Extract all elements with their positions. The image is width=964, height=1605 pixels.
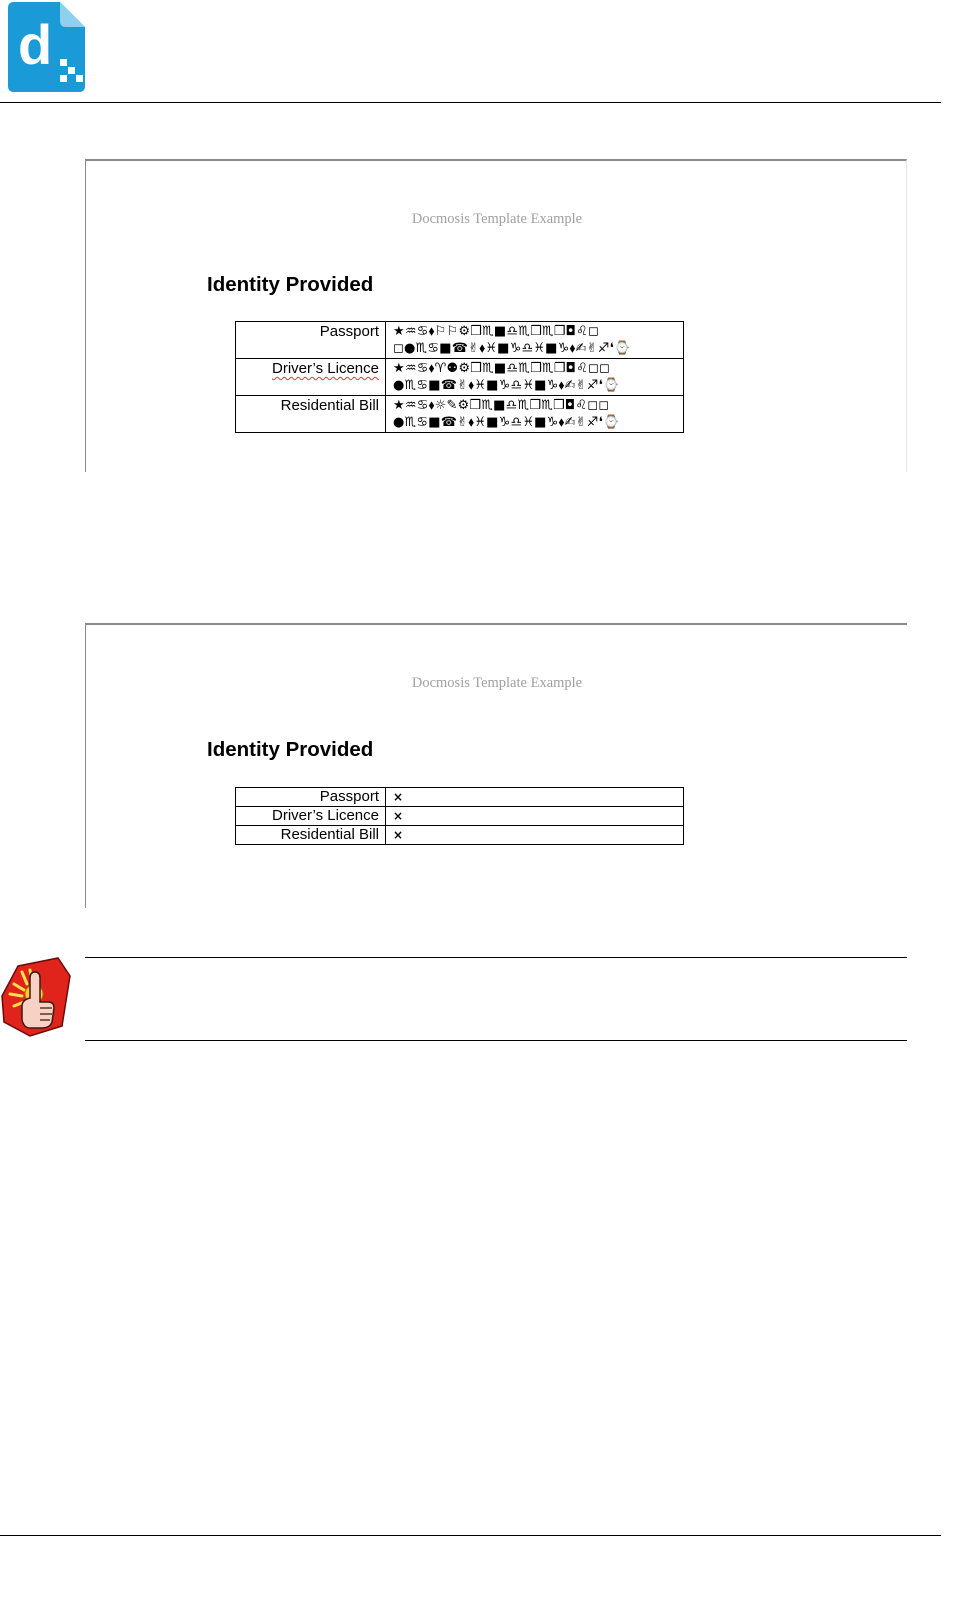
note-rule-top [85, 957, 907, 958]
docmosis-logo [8, 2, 85, 92]
glyph-line: ★♒♋⬧⚐⚐⚙❒♏■♎♏❒♏❒◘♌◻ [393, 324, 599, 339]
glyph-line: ◻●♏♋■☎✌⬧♓■♑♎♓■♑⬧✍✌♐❛⌚ [393, 341, 631, 356]
table-row [236, 359, 684, 396]
row-label: Residential Bill [236, 826, 386, 845]
template-screenshot-before [85, 159, 907, 472]
row-value [386, 788, 684, 807]
cross-mark: × [393, 809, 404, 823]
table-row [236, 788, 684, 807]
cross-mark: × [393, 790, 404, 804]
table-row [236, 826, 684, 845]
identity-heading: Identity Provided [207, 273, 374, 296]
row-label: Passport [236, 322, 386, 359]
table-row [236, 322, 684, 359]
template-header-note: Docmosis Template Example [411, 675, 583, 691]
cross-mark: × [393, 828, 404, 842]
row-value [386, 359, 684, 396]
thumbs-up-icon [0, 956, 72, 1038]
row-value [386, 322, 684, 359]
glyph-line: ★♒♋⬧♈⚉⚙❒♏■♎♏❒♏❒◘♌◻◻ [393, 361, 610, 376]
footer-divider [0, 1535, 941, 1536]
row-value [386, 396, 684, 433]
template-header-note: Docmosis Template Example [411, 211, 583, 227]
note-rule-bottom [85, 1040, 907, 1041]
glyph-line: ●♏♋■☎✌⬧♓■♑♎♓■♑⬧✍✌♐❛⌚ [393, 415, 620, 430]
template-screenshot-after [85, 623, 907, 908]
glyph-line: ★♒♋⬧☼✎⚙❒♏■♎♏❒♏❒◘♌◻◻ [393, 398, 610, 413]
glyph-line: ●♏♋■☎✌⬧♓■♑♎♓■♑⬧✍✌♐❛⌚ [393, 378, 620, 393]
row-label: Passport [236, 788, 386, 807]
table-row [236, 396, 684, 433]
table-row [236, 807, 684, 826]
identity-table [235, 321, 684, 433]
row-label: Driver’s Licence [236, 359, 386, 396]
row-value [386, 807, 684, 826]
row-label: Residential Bill [236, 396, 386, 433]
identity-table [235, 787, 684, 845]
identity-heading: Identity Provided [207, 738, 374, 761]
header-divider [0, 102, 941, 103]
row-value [386, 826, 684, 845]
row-label: Driver’s Licence [236, 807, 386, 826]
logo-letter: d [18, 13, 53, 76]
